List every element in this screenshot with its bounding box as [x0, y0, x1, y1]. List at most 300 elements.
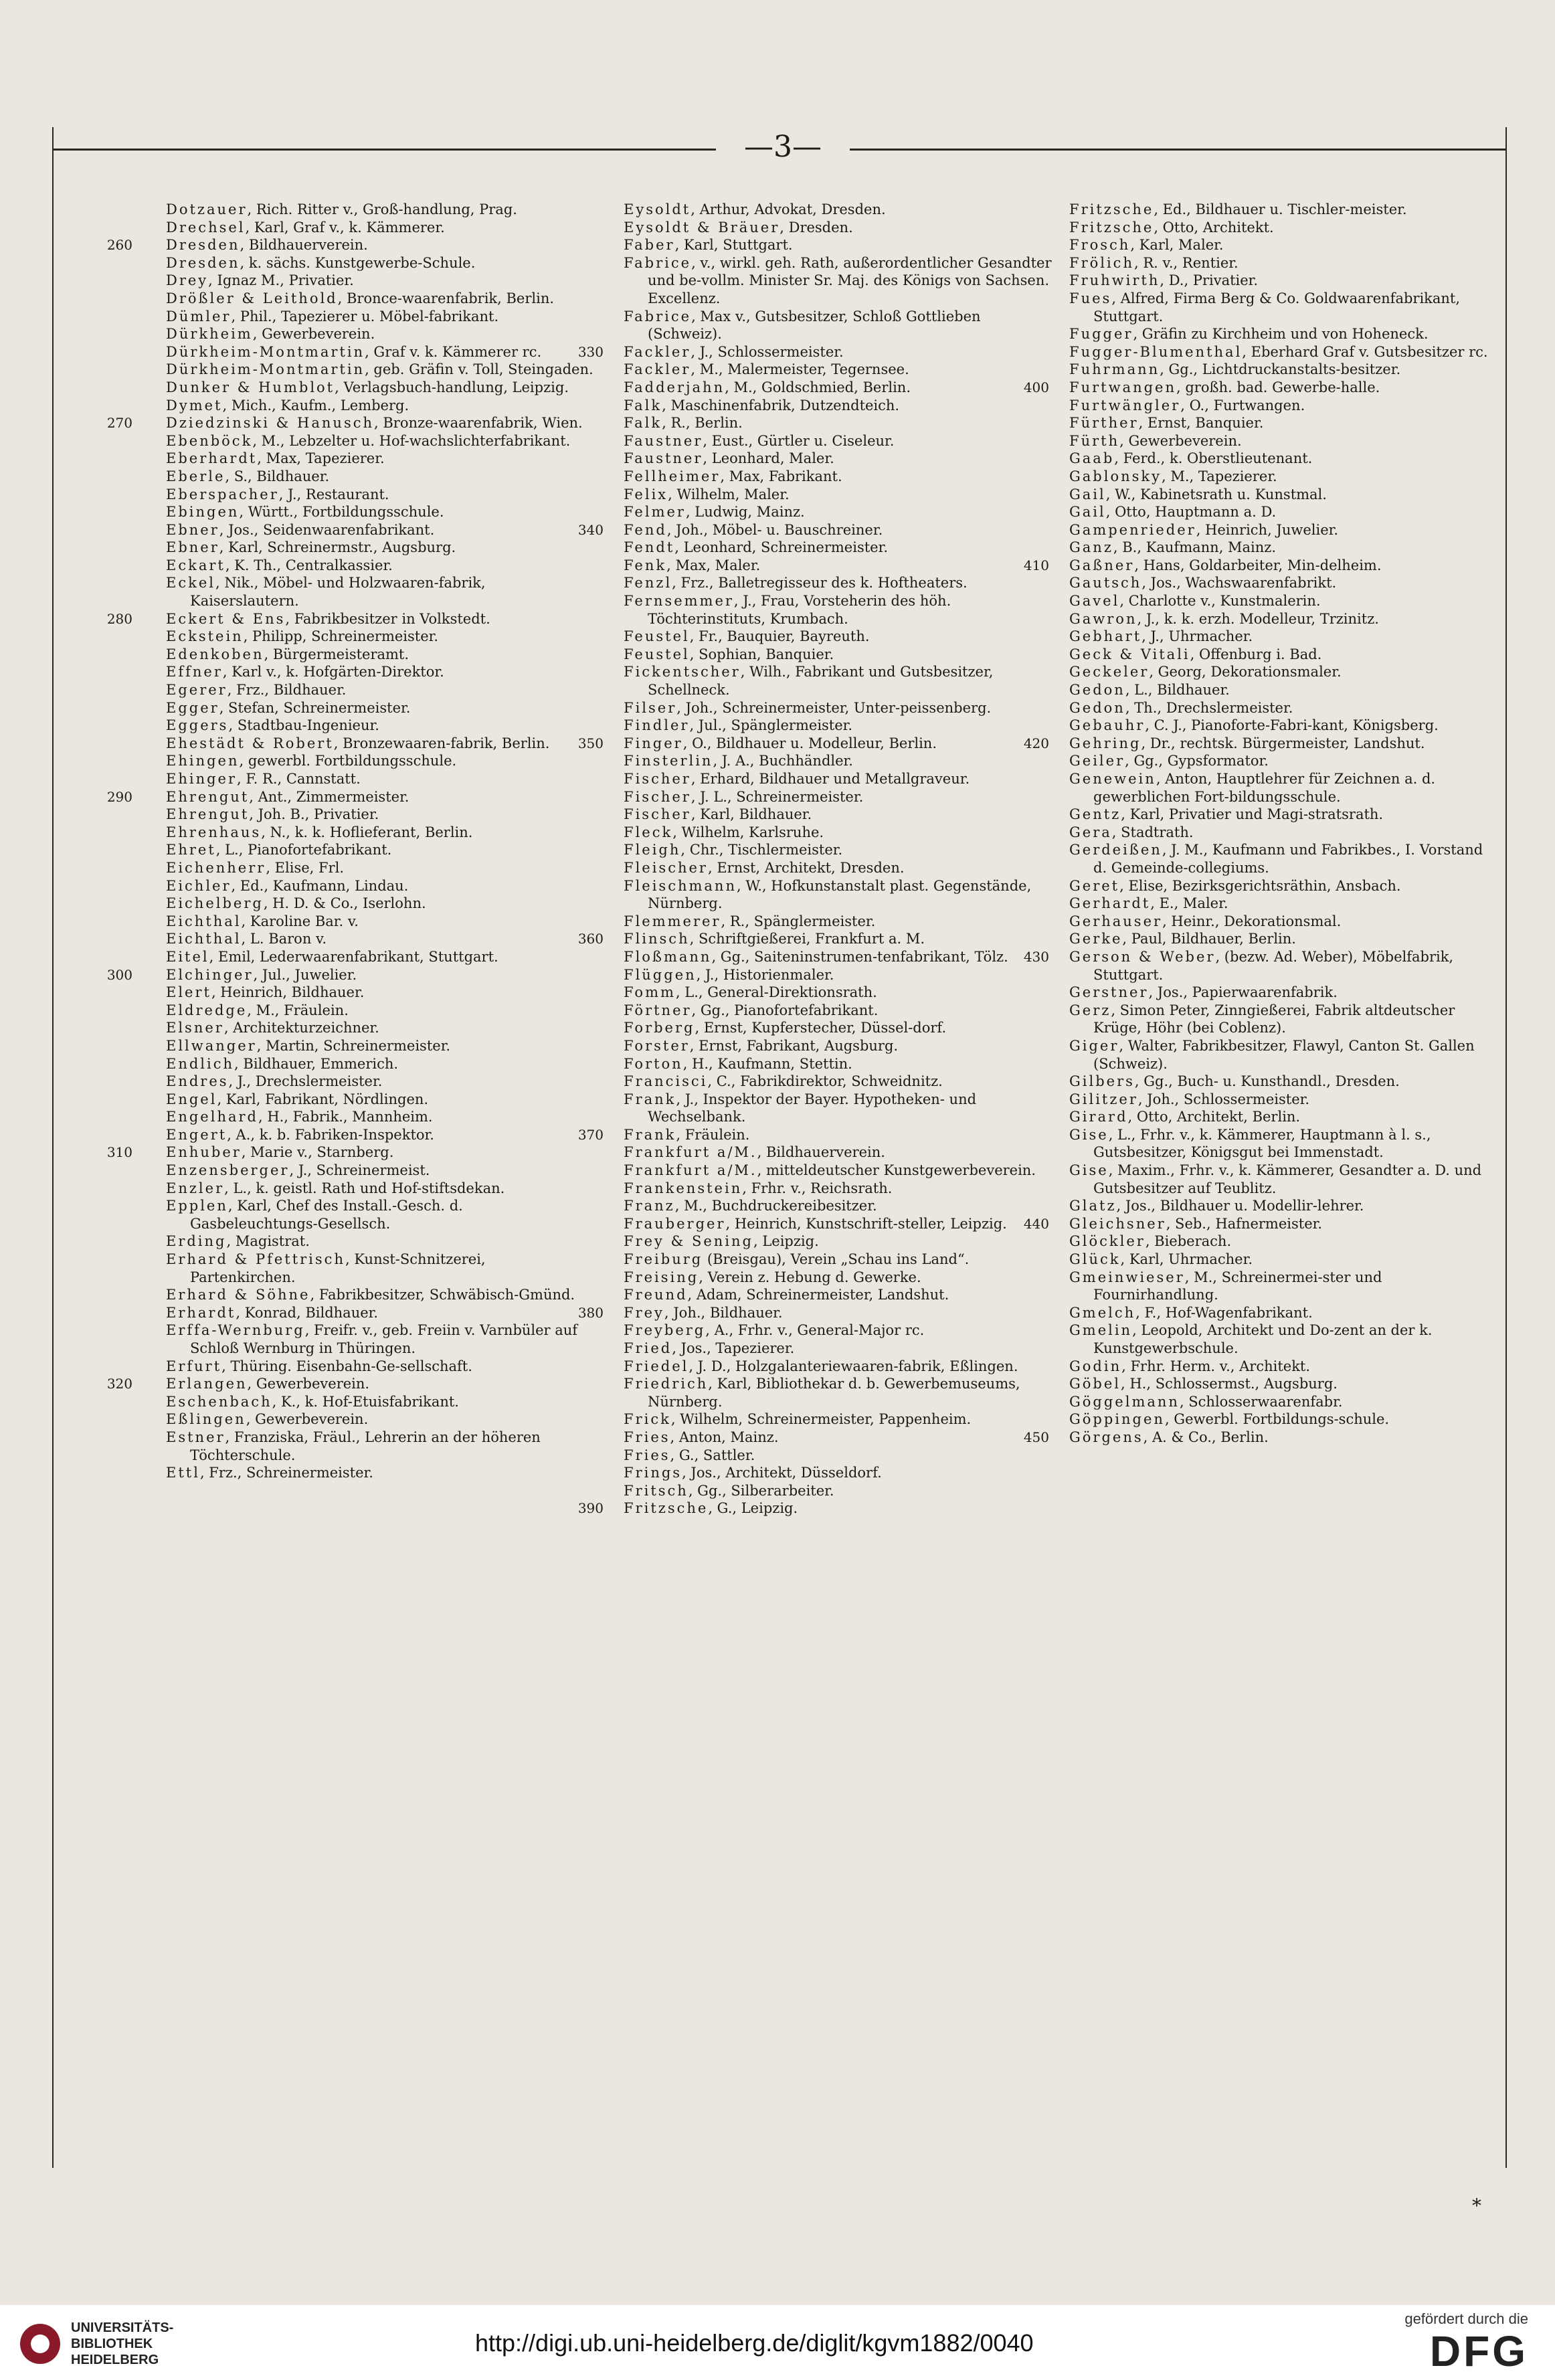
directory-entry	[624, 1429, 1052, 1447]
entry-name: Fleischer	[624, 859, 708, 876]
directory-entry	[166, 1126, 594, 1144]
entry-name: Findler	[624, 717, 690, 734]
entry-name: Gampenrieder	[1069, 521, 1196, 538]
entry-name: Engel	[166, 1091, 217, 1107]
directory-entry	[624, 486, 1052, 504]
entry-name: Elchinger	[166, 966, 254, 983]
entry-details: , Frz., Schreinermeister.	[199, 1465, 373, 1481]
entry-details: , Gg., Gypsformator.	[1125, 753, 1269, 769]
entry-name: Fries	[624, 1447, 670, 1463]
dfg-logo: DFG	[1429, 2327, 1528, 2375]
directory-entry	[1069, 877, 1497, 895]
entry-name: Erlangen	[166, 1376, 248, 1392]
directory-entry	[166, 1019, 594, 1037]
entry-details: , N., k. k. Hoflieferant, Berlin.	[261, 824, 473, 840]
entry-details: , Gg., Saiteninstrumen-tenfabrikant, Tölz.	[711, 948, 1008, 965]
entry-details: , A., Frhr. v., General-Major rc.	[705, 1322, 925, 1339]
directory-entry	[1069, 895, 1497, 913]
entry-details: , Leonhard, Schreinermeister.	[674, 539, 888, 556]
directory-entry	[106, 236, 594, 254]
entry-details: , F. R., Cannstatt.	[237, 771, 361, 787]
directory-entry	[1023, 948, 1497, 984]
directory-entry	[577, 1499, 1052, 1518]
entry-details: , H., Kaufmann, Stettin.	[682, 1055, 852, 1072]
directory-entry	[624, 361, 1052, 379]
library-logo[interactable]	[20, 2320, 205, 2368]
entry-name: Eßlingen	[166, 1411, 246, 1428]
directory-entry	[1069, 752, 1497, 770]
entry-number: 410	[1023, 557, 1049, 573]
entry-details: , Heinrich, Juwelier.	[1196, 521, 1339, 538]
entry-name: Drechsel	[166, 219, 246, 236]
directory-entry	[1069, 432, 1497, 450]
directory-entry	[624, 788, 1052, 806]
entry-name: Forton	[624, 1055, 683, 1072]
directory-entry	[624, 877, 1052, 913]
directory-entry	[166, 201, 594, 219]
entry-name: Dymet	[166, 397, 223, 414]
entry-details: , Thüring. Eisenbahn-Ge-sellschaft.	[221, 1358, 472, 1374]
entry-name: Furtwängler	[1069, 397, 1181, 414]
page-number: —3—	[716, 127, 850, 167]
directory-entry	[624, 1073, 1052, 1091]
entry-details: , G., Leipzig.	[708, 1500, 798, 1517]
entry-details: , Otto, Hauptmann a. D.	[1105, 504, 1277, 521]
entry-details: , B., Kaufmann, Mainz.	[1113, 539, 1277, 556]
entry-name: Freiburg	[624, 1251, 703, 1268]
entry-name: Dresden	[166, 254, 240, 271]
directory-entry	[624, 468, 1052, 486]
entry-name: Fischer	[624, 806, 691, 823]
entry-name: Fabrice	[624, 308, 692, 325]
entry-details: , Nik., Möbel- und Holzwaaren-fabrik, Kaiserslautern.	[190, 575, 486, 610]
entry-name: Gail	[1069, 504, 1106, 521]
directory-entry	[624, 1410, 1052, 1429]
entry-details: , L., Pianofortefabrikant.	[215, 842, 392, 858]
directory-entry	[1069, 1375, 1497, 1393]
entry-name: Eckert & Ens	[166, 610, 286, 627]
directory-entry	[624, 1482, 1052, 1500]
entry-name: Faustner	[624, 432, 703, 449]
directory-entry	[624, 628, 1052, 646]
directory-entry	[624, 770, 1052, 788]
funder-block	[1404, 2310, 1528, 2375]
entry-details: , Joh., Möbel- u. Bauschreiner.	[666, 521, 883, 538]
entry-number: 310	[106, 1144, 132, 1161]
column-1	[106, 201, 594, 1482]
entry-details: , Fabrikbesitzer in Volkstedt.	[285, 610, 490, 627]
entry-number: 400	[1023, 379, 1049, 395]
directory-entry	[624, 432, 1052, 450]
entry-name: Eschenbach	[166, 1393, 272, 1410]
entry-details: , Gewerbeverein.	[247, 1376, 370, 1392]
entry-name: Fickentscher	[624, 664, 741, 680]
entry-name: Fuhrmann	[1069, 361, 1160, 378]
entry-name: Frankfurt a/M.	[624, 1144, 757, 1161]
permalink-url[interactable]: http://digi.ub.uni-heidelberg.de/diglit/kgvm1882/0040	[475, 2329, 1034, 2357]
entry-name: Glück	[1069, 1251, 1121, 1268]
entry-name: Fischer	[624, 771, 691, 787]
entry-name: Epplen	[166, 1198, 228, 1214]
entry-name: Ettl	[166, 1465, 200, 1481]
directory-entry	[1069, 646, 1497, 664]
entry-details: , W., Kabinetsrath u. Kunstmal.	[1105, 486, 1327, 502]
entry-details: , C., Fabrikdirektor, Schweidnitz.	[707, 1073, 943, 1090]
entry-details: , Bildhauerverein.	[757, 1144, 885, 1161]
entry-details: , Schriftgießerei, Frankfurt a. M.	[689, 931, 925, 947]
directory-entry	[1069, 1410, 1497, 1429]
entry-name: Ebenböck	[166, 432, 253, 449]
directory-entry	[624, 1232, 1052, 1251]
entry-details: , Karl, Chef des Install.-Gesch. d. Gasbeleuchtungs-Gesellsch.	[190, 1198, 463, 1232]
entry-name: Erhard & Pfettrisch	[166, 1251, 345, 1268]
entry-details: , L., Bildhauer.	[1125, 682, 1230, 699]
entry-name: Gise	[1069, 1126, 1109, 1143]
entry-details: , Th., Drechslermeister.	[1125, 699, 1293, 716]
entry-details: , Graf v. k. Kämmerer rc.	[365, 343, 542, 360]
directory-entry	[1069, 913, 1497, 931]
directory-entry	[624, 1162, 1052, 1180]
entry-name: Fabrice	[624, 254, 692, 271]
entry-details: , Walter, Fabrikbesitzer, Flawyl, Canton St. Gallen (Schweiz).	[1093, 1037, 1475, 1072]
column-3	[1023, 201, 1497, 1447]
entry-name: Fürth	[1069, 432, 1120, 449]
entry-details: , Eberhard Graf v. Gutsbesitzer rc.	[1242, 343, 1488, 360]
entry-details: , Bieberach.	[1145, 1233, 1232, 1250]
entry-details: , L., k. geistl. Rath und Hof-stiftsdekan.	[224, 1180, 505, 1196]
entry-details: , Elise, Bezirksgerichtsräthin, Ansbach.	[1119, 877, 1401, 894]
entry-name: Gedon	[1069, 699, 1125, 716]
footnote-asterisk: *	[1472, 2195, 1481, 2217]
entry-name: Gerdeißen	[1069, 842, 1162, 858]
entry-name: Egger	[166, 699, 219, 716]
entry-details: , Karl, Bibliothekar d. b. Gewerbemuseums, Nürnberg.	[648, 1376, 1020, 1410]
entry-details: , Franziska, Fräul., Lehrerin an der höheren Töchterschule.	[190, 1429, 541, 1463]
directory-entry	[624, 1447, 1052, 1465]
entry-name: Fugger-Blumenthal	[1069, 343, 1243, 360]
entry-details: , M., Tapezierer.	[1162, 468, 1277, 484]
directory-entry	[624, 1197, 1052, 1215]
entry-details: , S., Bildhauer.	[225, 468, 330, 484]
footer-bar	[0, 2305, 1555, 2380]
entry-details: , Karoline Bar. v.	[241, 913, 359, 929]
entry-name: Gerson & Weber	[1069, 948, 1216, 965]
directory-entry	[166, 646, 594, 664]
entry-details: , A., k. b. Fabriken-Inspektor.	[227, 1126, 434, 1143]
entry-details: , Wilh., Fabrikant und Gutsbesitzer, Schellneck.	[648, 664, 994, 699]
directory-entry	[166, 219, 594, 237]
directory-entry	[166, 735, 594, 753]
directory-entry	[166, 539, 594, 557]
entry-details: , Otto, Architekt.	[1154, 219, 1274, 236]
entry-details: , Jul., Spänglermeister.	[689, 717, 853, 734]
entry-name: Fenk	[624, 557, 667, 573]
entry-details: , Adam, Schreinermeister, Landshut.	[687, 1287, 949, 1303]
directory-entry	[1069, 770, 1497, 806]
directory-entry	[577, 735, 1052, 753]
entry-name: Ebner	[166, 521, 219, 538]
entry-details: , Frz., Balletregisseur des k. Hoftheaters.	[672, 575, 968, 591]
entry-details: , Dresden.	[780, 219, 853, 236]
entry-details: , Rich. Ritter v., Groß-handlung, Prag.	[247, 201, 517, 217]
entry-number: 360	[577, 931, 604, 947]
entry-details: , Max, Tapezierer.	[257, 450, 385, 467]
directory-entry	[166, 984, 594, 1002]
university-seal-icon	[20, 2324, 60, 2364]
entry-details: , H., Fabrik., Mannheim.	[258, 1109, 433, 1125]
entry-name: Frank	[624, 1126, 676, 1143]
directory-entry	[166, 841, 594, 859]
entry-name: Dümler	[166, 308, 232, 325]
entry-name: Fomm	[624, 984, 676, 1001]
entry-details: , Verein z. Hebung d. Gewerke.	[699, 1269, 921, 1285]
entry-details: , Otto, Architekt, Berlin.	[1127, 1109, 1301, 1125]
entry-name: Frauberger	[624, 1215, 726, 1232]
entry-name: Falk	[624, 397, 662, 414]
entry-details: , Joh., Schreinermeister, Unter-peissenberg.	[676, 699, 992, 716]
directory-entry	[624, 1251, 1052, 1269]
entry-number: 270	[106, 415, 132, 432]
entry-name: Drey	[166, 272, 209, 289]
directory-entry	[1069, 1108, 1497, 1126]
entry-name: Frings	[624, 1465, 682, 1481]
entry-name: Genewein	[1069, 771, 1156, 787]
entry-details: , Karl, Fabrikant, Nördlingen.	[217, 1091, 429, 1107]
directory-entry	[624, 841, 1052, 859]
entry-name: Fend	[624, 521, 667, 538]
entry-details: , Karl v., k. Hofgärten-Direktor.	[222, 664, 444, 680]
directory-entry	[1069, 521, 1497, 539]
directory-entry	[1023, 1429, 1497, 1447]
entry-name: Fleck	[624, 824, 673, 840]
entry-name: Estner	[166, 1429, 225, 1445]
entry-details: , M., Goldschmied, Berlin.	[725, 379, 911, 395]
entry-details: , Joh., Schlossermeister.	[1137, 1091, 1310, 1107]
directory-entry	[166, 325, 594, 343]
entry-details: , Konrad, Bildhauer.	[236, 1304, 379, 1321]
entry-details: , J., Drechslermeister.	[228, 1073, 383, 1090]
entry-number: 320	[106, 1376, 132, 1392]
directory-entry	[624, 1464, 1052, 1482]
directory-entry	[166, 948, 594, 966]
directory-entry	[1069, 717, 1497, 735]
entry-details: , Stadtrath.	[1111, 824, 1194, 840]
entry-name: Floßmann	[624, 948, 712, 965]
entry-number: 380	[577, 1304, 604, 1321]
entry-name: Ehinger	[166, 771, 238, 787]
entry-details: , Phil., Tapezierer u. Möbel-fabrikant.	[231, 308, 499, 325]
entry-details: , K. Th., Centralkassier.	[225, 557, 393, 573]
entry-details: , Jos., Tapezierer.	[672, 1340, 795, 1356]
entry-name: Gavel	[1069, 593, 1120, 610]
entry-details: , Anton, Hauptlehrer für Zeichnen a. d. gewerblichen Fort-bildungsschule.	[1093, 771, 1436, 805]
entry-name: Fleischmann	[624, 877, 737, 894]
directory-entry	[1069, 663, 1497, 681]
entry-name: Feustel	[624, 646, 690, 662]
entry-details: , Frz., Bildhauer.	[227, 682, 347, 699]
entry-details: , Fräulein.	[676, 1126, 750, 1143]
entry-details: , Gewerbeverein.	[252, 326, 375, 343]
directory-entry	[166, 379, 594, 397]
entry-details: , Kunst-Schnitzerei, Partenkirchen.	[190, 1251, 486, 1285]
entry-name: Ehrengut	[166, 788, 250, 805]
entry-details: , R., Spänglermeister.	[721, 913, 876, 929]
entry-details: , Marie v., Starnberg.	[241, 1144, 394, 1161]
directory-entry	[1069, 272, 1497, 290]
directory-entry	[1069, 236, 1497, 254]
entry-name: Erffa-Wernburg	[166, 1322, 305, 1339]
entry-details: , Jos., Seidenwaarenfabrikant.	[219, 521, 435, 538]
directory-entry	[624, 1269, 1052, 1287]
entry-details: , Stadtbau-Ingenieur.	[228, 717, 379, 734]
directory-entry	[166, 663, 594, 681]
directory-entry	[624, 859, 1052, 877]
entry-name: Erhardt	[166, 1304, 236, 1321]
entry-name: Frick	[624, 1411, 671, 1428]
directory-entry	[624, 1019, 1052, 1037]
directory-entry	[166, 628, 594, 646]
directory-entry	[166, 521, 594, 539]
entry-details: , M., Schreinermei-ster und Fournirhandlung.	[1093, 1269, 1382, 1303]
directory-entry	[1069, 219, 1497, 237]
directory-entry	[624, 503, 1052, 521]
directory-entry	[624, 824, 1052, 842]
entry-name: Ebingen	[166, 504, 240, 521]
entry-details: , Wilhelm, Schreinermeister, Pappenheim.	[670, 1411, 972, 1428]
directory-entry	[166, 1091, 594, 1109]
directory-entry	[1069, 699, 1497, 717]
entry-details: , Fabrikbesitzer, Schwäbisch-Gmünd.	[310, 1287, 575, 1303]
directory-entry	[166, 1232, 594, 1251]
entry-name: Frankenstein	[624, 1180, 743, 1196]
entry-name: Gera	[1069, 824, 1112, 840]
entry-name: Eberle	[166, 468, 225, 484]
directory-entry	[1023, 735, 1497, 753]
entry-name: Feustel	[624, 628, 690, 645]
entry-number: 450	[1023, 1429, 1049, 1445]
directory-entry	[166, 699, 594, 717]
entry-name: Gerhauser	[1069, 913, 1163, 929]
entry-details: , Ernst, Fabrikant, Augsburg.	[689, 1037, 899, 1054]
entry-details: , H. D. & Co., Iserlohn.	[263, 895, 426, 912]
entry-details: , Gg., Buch- u. Kunsthandl., Dresden.	[1134, 1073, 1400, 1090]
entry-name: Geret	[1069, 877, 1120, 894]
entry-details: , L., General-Direktionsrath.	[675, 984, 877, 1001]
entry-name: Dresden	[166, 237, 240, 254]
directory-entry	[577, 521, 1052, 539]
entry-details: , Joh., Bildhauer.	[664, 1304, 783, 1321]
entry-number: 390	[577, 1500, 604, 1517]
entry-number: 350	[577, 735, 604, 751]
library-name: UNIVERSITÄTS-BIBLIOTHEK HEIDELBERG	[71, 2320, 174, 2367]
entry-name: Fackler	[624, 343, 691, 360]
entry-name: Ebner	[166, 539, 219, 556]
directory-entry	[106, 1375, 594, 1393]
directory-entry	[1069, 841, 1497, 877]
entry-name: Finger	[624, 735, 683, 751]
entry-number: 430	[1023, 948, 1049, 965]
directory-entry	[1023, 1215, 1497, 1233]
entry-name: Fleigh	[624, 842, 681, 858]
entry-name: Gawron	[1069, 610, 1137, 627]
entry-name: Frank	[624, 1091, 676, 1107]
entry-name: Fellheimer	[624, 468, 721, 484]
entry-details: , O., Furtwangen.	[1180, 397, 1305, 414]
entry-details: , M., Buchdruckereibesitzer.	[674, 1198, 877, 1214]
funded-by-label: gefördert durch die	[1404, 2310, 1528, 2327]
directory-entry	[166, 752, 594, 770]
entry-name: Eysoldt & Bräuer	[624, 219, 780, 236]
directory-entry	[166, 1393, 594, 1411]
directory-entry	[166, 1055, 594, 1073]
entry-name: Eichenherr	[166, 859, 266, 876]
directory-entry	[624, 1180, 1052, 1198]
entry-name: Ehrengut	[166, 806, 250, 823]
directory-entry	[624, 254, 1052, 308]
entry-name: Fues	[1069, 290, 1112, 306]
directory-entry	[166, 361, 594, 379]
entry-name: Elert	[166, 984, 211, 1001]
directory-entry	[624, 450, 1052, 468]
directory-entry	[166, 681, 594, 699]
directory-entry	[166, 770, 594, 788]
entry-details: , Gräfin zu Kirchheim und von Hoheneck.	[1133, 326, 1429, 343]
entry-details: , Jos., Wachswaarenfabrikt.	[1141, 575, 1337, 591]
entry-details: , Gg., Silberarbeiter.	[688, 1482, 834, 1499]
entry-details: , E., Maler.	[1150, 895, 1228, 912]
entry-details: , Ernst, Banquier.	[1138, 415, 1264, 432]
directory-entry	[166, 1073, 594, 1091]
directory-entry	[624, 201, 1052, 219]
entry-name: Fugger	[1069, 326, 1133, 343]
directory-entry	[166, 877, 594, 895]
entry-name: Eichelberg	[166, 895, 264, 912]
directory-entry	[166, 859, 594, 877]
entry-name: Felix	[624, 486, 668, 502]
entry-details: , Offenburg i. Bad.	[1190, 646, 1322, 662]
entry-details: , M., Malermeister, Tegernsee.	[691, 361, 909, 378]
directory-entry	[166, 1358, 594, 1376]
directory-entry	[624, 646, 1052, 664]
directory-entry	[166, 272, 594, 290]
entry-details: , Ernst, Kupferstecher, Düssel-dorf.	[695, 1020, 947, 1036]
entry-name: Friedel	[624, 1358, 689, 1374]
entry-name: Fernsemmer	[624, 593, 734, 610]
entry-details: , geb. Gräfin v. Toll, Steingaden.	[365, 361, 593, 378]
entry-details: , Karl, Stuttgart.	[674, 237, 793, 254]
entry-details: , Ferd., k. Oberstlieutenant.	[1114, 450, 1313, 467]
directory-entry	[624, 557, 1052, 575]
entry-details: , K., k. Hof-Etuisfabrikant.	[272, 1393, 459, 1410]
entry-details: , k. sächs. Kunstgewerbe-Schule.	[240, 254, 476, 271]
entry-name: Eberspacher	[166, 486, 279, 502]
entry-name: Gail	[1069, 486, 1106, 502]
entry-details: , Gg., Pianofortefabrikant.	[691, 1002, 879, 1018]
directory-entry	[624, 948, 1052, 966]
directory-entry	[106, 610, 594, 628]
directory-entry	[166, 503, 594, 521]
entry-name: Erhard & Söhne	[166, 1287, 310, 1303]
directory-entry	[166, 308, 594, 326]
entry-name: Dotzauer	[166, 201, 248, 217]
directory-entry	[624, 1002, 1052, 1020]
entry-name: Girard	[1069, 1109, 1128, 1125]
directory-entry	[1069, 254, 1497, 272]
directory-entry	[577, 930, 1052, 948]
entry-details: , Ernst, Architekt, Dresden.	[707, 859, 905, 876]
entry-details: , Ant., Zimmermeister.	[249, 788, 409, 805]
entry-name: Göggelmann	[1069, 1393, 1180, 1410]
